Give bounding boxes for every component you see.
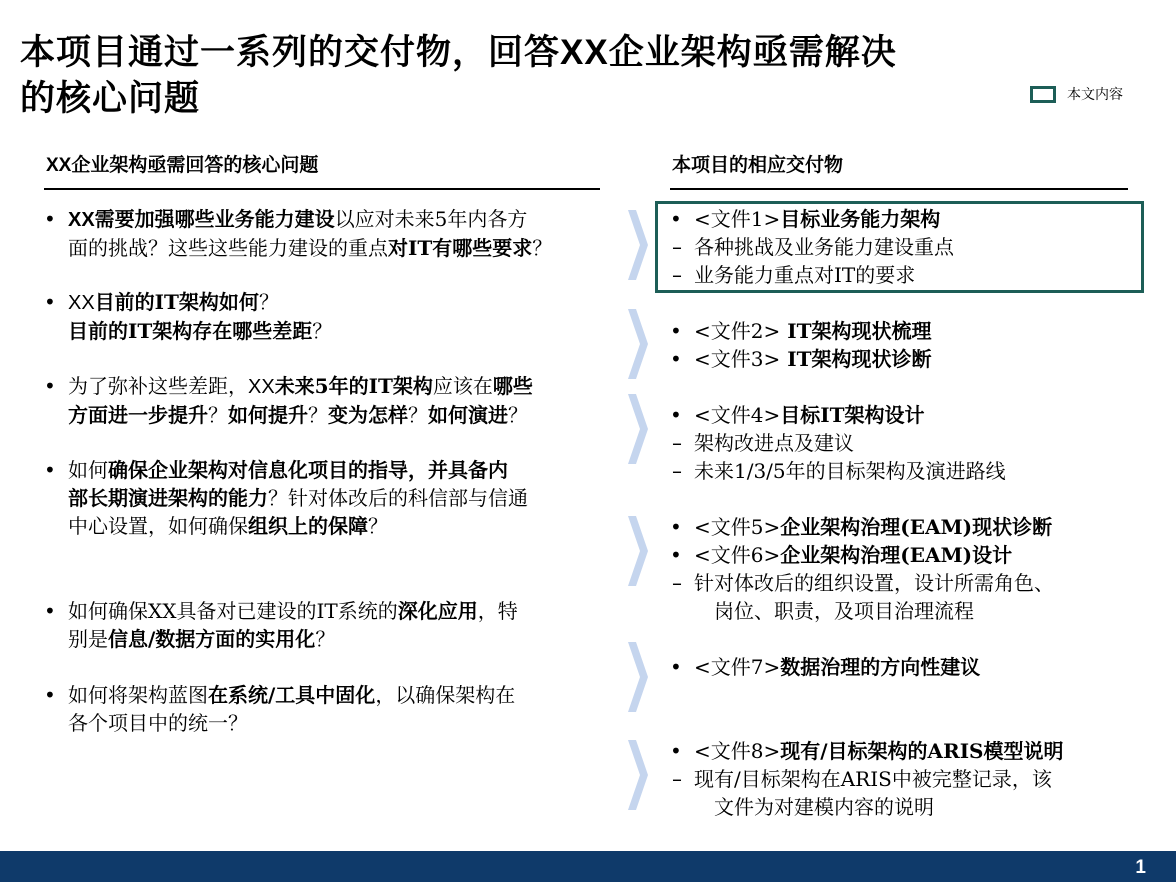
title-text-b: XX <box>560 33 609 72</box>
subpoint-text: 针对体改后的组织设置，设计所需角色、 <box>694 571 1054 595</box>
bullet-icon: • <box>670 207 682 231</box>
deliverable-subpoint <box>670 765 1150 793</box>
question-segment: XX <box>68 292 95 314</box>
question-segment: XX <box>248 376 275 398</box>
deliverable-title-wrap <box>694 541 1012 569</box>
deliverable-file-tag: <文件3> <box>694 347 781 371</box>
subpoint-text: 现有/目标架构在ARIS中被完整记录，该 <box>694 767 1052 791</box>
left-header-prefix: XX <box>46 155 72 176</box>
legend-label: 本文内容 <box>1067 87 1123 103</box>
deliverable-file-tag: <文件6> <box>694 543 781 567</box>
question-text <box>68 205 604 234</box>
bullet-icon: • <box>670 319 682 343</box>
bullet-icon <box>44 484 68 512</box>
deliverable-subpoint <box>670 429 1150 457</box>
deliverable-title-wrap <box>694 345 931 373</box>
question-text <box>68 681 604 709</box>
deliverable-title: 目标业务能力架构 <box>780 207 941 231</box>
deliverable-file-tag: <文件1> <box>694 207 781 231</box>
legend-swatch <box>1030 86 1056 103</box>
question-line <box>44 484 604 512</box>
bullet-icon: • <box>44 458 56 482</box>
deliverable-group-2 <box>670 317 1150 373</box>
question-segment: ，以确保架构在 <box>375 683 516 707</box>
subpoint-continuation: 文件为对建模内容的说明 <box>714 795 934 819</box>
chevron-arrow-icon <box>628 516 648 586</box>
question-segment: 目前的IT架构如何 <box>94 290 259 314</box>
bullet-icon: • <box>670 347 682 371</box>
bullet-icon: • <box>670 515 682 539</box>
question-segment: 为了弥补这些差距， <box>68 374 248 398</box>
question-segment: ？ <box>508 403 528 427</box>
bullet-icon: • <box>44 683 56 707</box>
deliverable-title: 数据治理的方向性建议 <box>780 655 981 679</box>
question-segment: ？ <box>208 403 228 427</box>
question-segment: 面的挑战？这些这些能力建设的重点 <box>68 236 388 260</box>
question-segment: 深化应用 <box>397 599 478 623</box>
question-line <box>44 625 604 653</box>
chevron-arrow-icon <box>628 394 648 464</box>
question-text <box>68 372 604 401</box>
subpoint-text: 业务能力重点对IT的要求 <box>694 263 916 287</box>
deliverable-item <box>670 541 1150 569</box>
chevron-arrow-icon <box>628 309 648 379</box>
question-segment: 方面进一步提升 <box>68 403 208 427</box>
deliverable-file-tag: <文件5> <box>694 515 781 539</box>
footer-bar <box>0 851 1176 882</box>
deliverable-title: 企业架构治理(EAM)设计 <box>780 543 1013 567</box>
question-line <box>44 234 604 262</box>
title-text-a: 本项目通过一系列的交付物，回答 <box>20 32 561 73</box>
question-line <box>44 317 604 345</box>
deliverable-file-tag: <文件7> <box>694 655 781 679</box>
question-line <box>44 681 604 709</box>
deliverable-subpoint <box>670 569 1150 597</box>
question-segment: ，特 <box>477 599 518 623</box>
deliverable-group-1 <box>670 205 1150 289</box>
subpoint-text: 架构改进点及建议 <box>694 431 854 455</box>
question-segment: 应该在 <box>432 374 493 398</box>
right-header-rule <box>670 188 1128 190</box>
question-line <box>44 456 604 484</box>
title-line-1 <box>20 30 1020 76</box>
deliverable-item <box>670 401 1150 429</box>
subpoint-continuation: 岗位、职责，及项目治理流程 <box>714 599 974 623</box>
left-header-rule <box>44 188 600 190</box>
deliverable-title: 目标IT架构设计 <box>780 403 925 427</box>
dash-icon: – <box>672 459 682 483</box>
question-segment: ？ <box>408 403 428 427</box>
question-segment: ？ <box>312 319 333 343</box>
subpoint-text: 各种挑战及业务能力建设重点 <box>694 235 954 259</box>
deliverable-title-wrap <box>694 205 940 233</box>
deliverable-item <box>670 317 1150 345</box>
bullet-icon: • <box>44 599 56 623</box>
page-title <box>20 30 1020 122</box>
question-segment: 如何 <box>68 458 108 482</box>
dash-icon: – <box>672 571 682 595</box>
bullet-icon: • <box>670 739 682 763</box>
bullet-icon <box>44 625 68 653</box>
deliverable-item <box>670 205 1150 233</box>
question-segment: ？ <box>532 236 553 260</box>
question-text <box>68 512 604 540</box>
question-3 <box>44 372 604 429</box>
deliverable-title: IT架构现状梳理 <box>780 319 932 343</box>
question-segment: 如何提升 <box>228 403 308 427</box>
deliverable-title: 现有/目标架构的ARIS模型说明 <box>780 739 1064 763</box>
question-segment: ？ <box>308 403 328 427</box>
question-segment: 如何演进 <box>428 403 508 427</box>
legend <box>1030 83 1123 105</box>
question-segment: ？ <box>258 290 279 314</box>
question-5 <box>44 597 604 653</box>
deliverable-title-wrap <box>694 737 1064 765</box>
question-text <box>68 456 604 484</box>
question-segment: 信息/数据方面的实用化 <box>108 627 316 651</box>
deliverable-group-3 <box>670 401 1150 485</box>
deliverable-title-wrap <box>694 401 925 429</box>
deliverable-group-5 <box>670 653 1150 681</box>
question-segment: 中心设置，如何确保 <box>68 514 248 538</box>
bullet-icon <box>44 512 68 540</box>
bullet-icon: • <box>670 655 682 679</box>
deliverable-subpoint <box>670 457 1150 485</box>
question-2 <box>44 288 604 345</box>
question-text <box>68 625 604 653</box>
question-segment: XX需要加强哪些业务能力建设 <box>68 209 335 231</box>
question-segment: 变为怎样 <box>328 403 408 427</box>
bullet-icon: • <box>670 403 682 427</box>
question-segment: 在系统/工具中固化 <box>208 683 376 707</box>
deliverable-title-wrap <box>694 653 980 681</box>
deliverable-title-wrap <box>694 317 931 345</box>
chevron-arrow-icon <box>628 642 648 712</box>
bullet-icon <box>44 234 68 262</box>
page-number: 1 <box>1135 857 1146 878</box>
deliverable-item <box>670 345 1150 373</box>
question-1 <box>44 205 604 262</box>
question-line <box>44 288 604 317</box>
bullet-icon: • <box>44 290 56 314</box>
question-line <box>44 372 604 401</box>
bullet-icon <box>44 317 68 345</box>
dash-icon: – <box>672 767 682 791</box>
question-text <box>68 709 604 737</box>
question-text <box>68 288 604 317</box>
question-text <box>68 484 604 512</box>
bullet-icon: • <box>44 374 56 398</box>
bullet-icon <box>44 401 68 429</box>
question-6 <box>44 681 604 737</box>
deliverable-file-tag: <文件8> <box>694 739 781 763</box>
deliverable-item <box>670 513 1150 541</box>
bullet-icon <box>44 709 68 737</box>
deliverable-item <box>670 737 1150 765</box>
chevron-arrow-icon <box>628 740 648 810</box>
dash-icon: – <box>672 431 682 455</box>
question-text <box>68 234 604 262</box>
dash-icon: – <box>672 235 682 259</box>
right-column-header: 本项目的相应交付物 <box>672 154 844 176</box>
question-segment: 哪些 <box>492 374 533 398</box>
title-line-2: 的核心问题 <box>20 78 201 119</box>
question-segment: 如何确保XX具备对已建设的IT系统的 <box>68 599 398 623</box>
question-segment: ？ <box>315 627 336 651</box>
deliverable-group-4 <box>670 513 1150 625</box>
deliverable-subpoint <box>670 233 1150 261</box>
question-segment: ？针对体改后的科信部与信通 <box>268 486 528 510</box>
deliverable-subpoint <box>670 261 1150 289</box>
question-segment: 未来5年的IT架构 <box>274 374 433 398</box>
deliverable-item <box>670 653 1150 681</box>
question-text <box>68 597 604 625</box>
dash-icon: – <box>672 263 682 287</box>
deliverable-title: IT架构现状诊断 <box>780 347 932 371</box>
question-text <box>68 401 604 429</box>
bullet-icon: • <box>670 543 682 567</box>
question-segment: 目前的IT架构存在哪些差距 <box>68 319 313 343</box>
question-segment: 各个项目中的统一？ <box>68 711 248 735</box>
question-segment: 别是 <box>68 627 108 651</box>
deliverable-title-wrap <box>694 513 1052 541</box>
question-4 <box>44 456 604 540</box>
question-segment: 组织上的保障 <box>248 514 368 538</box>
deliverable-group-6 <box>670 737 1150 821</box>
question-segment: ？ <box>368 514 388 538</box>
question-line <box>44 597 604 625</box>
question-segment: 对IT有哪些要求 <box>388 236 533 260</box>
question-line <box>44 512 604 540</box>
question-line <box>44 709 604 737</box>
question-segment: 如何将架构蓝图 <box>68 683 208 707</box>
question-segment: 部长期演进架构的能力 <box>68 486 268 510</box>
deliverable-file-tag: <文件4> <box>694 403 781 427</box>
chevron-arrow-icon <box>628 210 648 280</box>
title-text-c: 企业架构亟需解决 <box>608 32 897 73</box>
question-text <box>68 317 604 345</box>
subpoint-text: 未来1/3/5年的目标架构及演进路线 <box>694 459 1006 483</box>
left-header-text: 企业架构亟需回答的核心问题 <box>71 154 319 176</box>
question-segment: 确保企业架构对信息化项目的指导，并具备内 <box>108 458 508 482</box>
question-line <box>44 205 604 234</box>
deliverable-title: 企业架构治理(EAM)现状诊断 <box>780 515 1053 539</box>
deliverable-file-tag: <文件2> <box>694 319 781 343</box>
question-line <box>44 401 604 429</box>
question-segment: 以应对未来5年内各方 <box>334 207 528 231</box>
left-column-header <box>46 150 318 177</box>
bullet-icon: • <box>44 207 56 231</box>
